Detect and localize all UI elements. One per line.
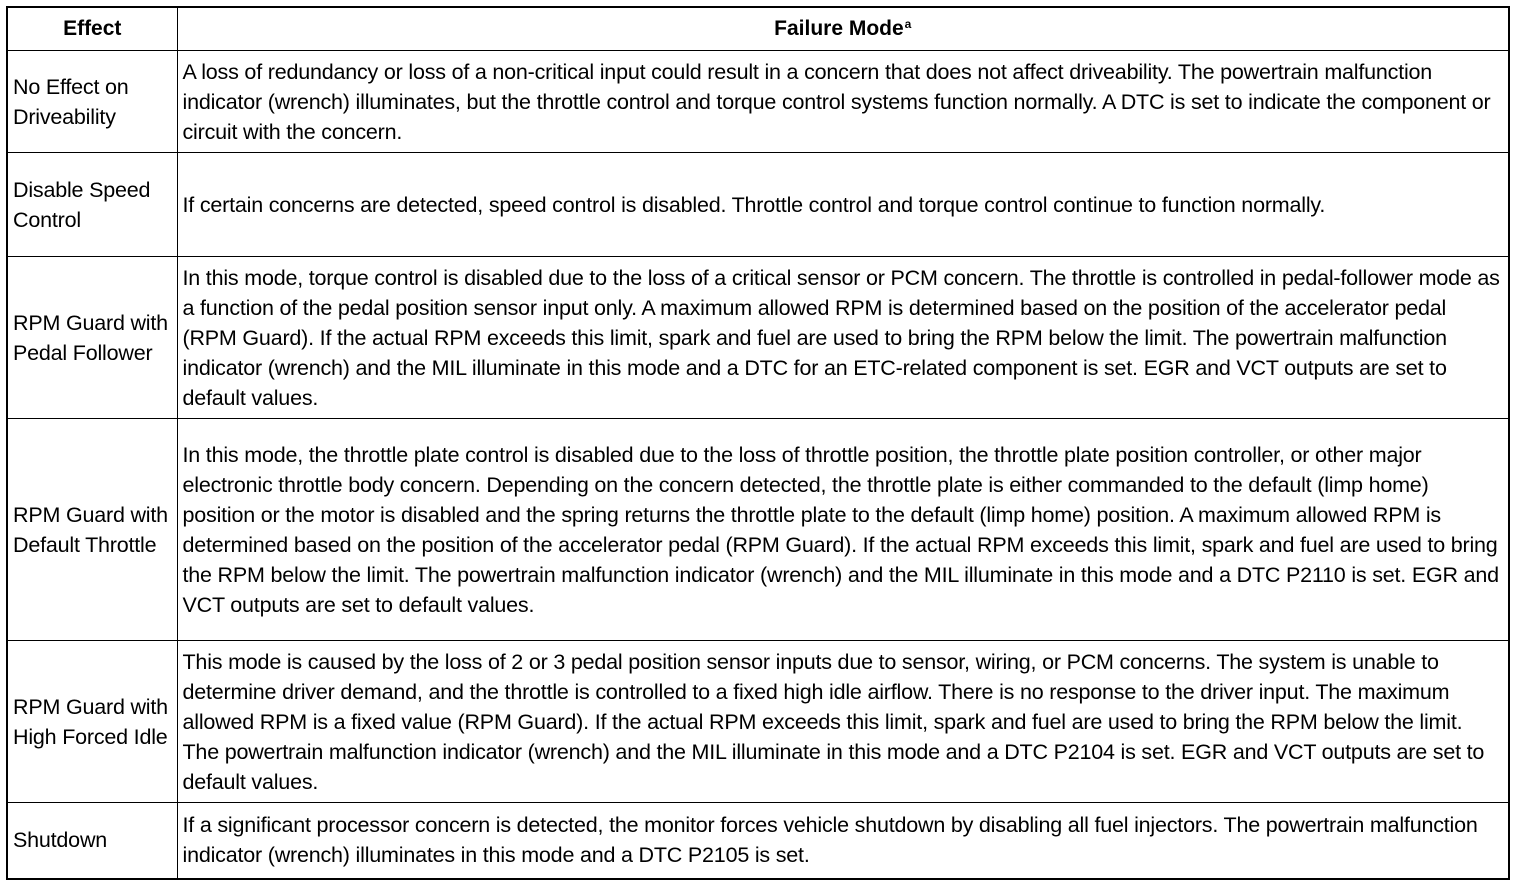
failure-mode-cell: If certain concerns are detected, speed control is disabled. Throttle control and torque control continue to function normally. (177, 153, 1509, 257)
footnote-marker: a (904, 17, 912, 31)
failure-mode-header-label: Failure Mode (774, 17, 904, 40)
failure-mode-cell: In this mode, the throttle plate control is disabled due to the loss of throttle position, the throttle plate position controller, or other major electronic throttle body concern. Depending on the concern detected, the throttle plate is either commanded to the default (limp home) position or the motor is disabled and the spring returns the throttle plate to the default (limp home) position. A maximum allowed RPM is determined based on the position of the accelerator pedal (RPM Guard). If the actual RPM exceeds this limit, spark and fuel are used to bring the RPM below the limit. The powertrain malfunction indicator (wrench) and the MIL illuminate in this mode and a DTC P2110 is set. EGR and VCT outputs are set to default values. (177, 419, 1509, 641)
effect-header-label: Effect (63, 17, 122, 40)
table-row (7, 257, 1509, 419)
failure-mode-cell: This mode is caused by the loss of 2 or 3 pedal position sensor inputs due to sensor, wiring, or PCM concerns. The system is unable to determine driver demand, and the throttle is controlled to a fixed high idle airflow. There is no response to the driver input. The maximum allowed RPM is a fixed value (RPM Guard). If the actual RPM exceeds this limit, spark and fuel are used to bring the RPM below the limit. The powertrain malfunction indicator (wrench) and the MIL illuminate in this mode and a DTC P2104 is set. EGR and VCT outputs are set to default values. (177, 641, 1509, 803)
effect-cell: Disable Speed Control (7, 153, 177, 257)
table-row (7, 153, 1509, 257)
failure-mode-cell: In this mode, torque control is disabled due to the loss of a critical sensor or PCM concern. The throttle is controlled in pedal-follower mode as a function of the pedal position sensor input only. A maximum allowed RPM is determined based on the position of the accelerator pedal (RPM Guard). If the actual RPM exceeds this limit, spark and fuel are used to bring the RPM below the limit. The powertrain malfunction indicator (wrench) and the MIL illuminate in this mode and a DTC for an ETC-related component is set. EGR and VCT outputs are set to default values. (177, 257, 1509, 419)
table-row (7, 419, 1509, 641)
failure-mode-cell: A loss of redundancy or loss of a non-critical input could result in a concern that does not affect driveability. The powertrain malfunction indicator (wrench) illuminates, but the throttle control and torque control systems function normally. A DTC is set to indicate the component or circuit with the concern. (177, 51, 1509, 153)
effect-cell: Shutdown (7, 803, 177, 879)
effect-cell: No Effect on Driveability (7, 51, 177, 153)
effect-column-header (7, 7, 177, 51)
table-row (7, 51, 1509, 153)
failure-mode-table (6, 6, 1510, 880)
table-header-row (7, 7, 1509, 51)
table-row (7, 641, 1509, 803)
effect-cell: RPM Guard with High Forced Idle (7, 641, 177, 803)
failure-mode-cell: If a significant processor concern is detected, the monitor forces vehicle shutdown by disabling all fuel injectors. The powertrain malfunction indicator (wrench) illuminates in this mode and a DTC P2105 is set. (177, 803, 1509, 879)
failure-mode-column-header (177, 7, 1509, 51)
effect-cell: RPM Guard with Default Throttle (7, 419, 177, 641)
table-row (7, 803, 1509, 879)
effect-cell: RPM Guard with Pedal Follower (7, 257, 177, 419)
